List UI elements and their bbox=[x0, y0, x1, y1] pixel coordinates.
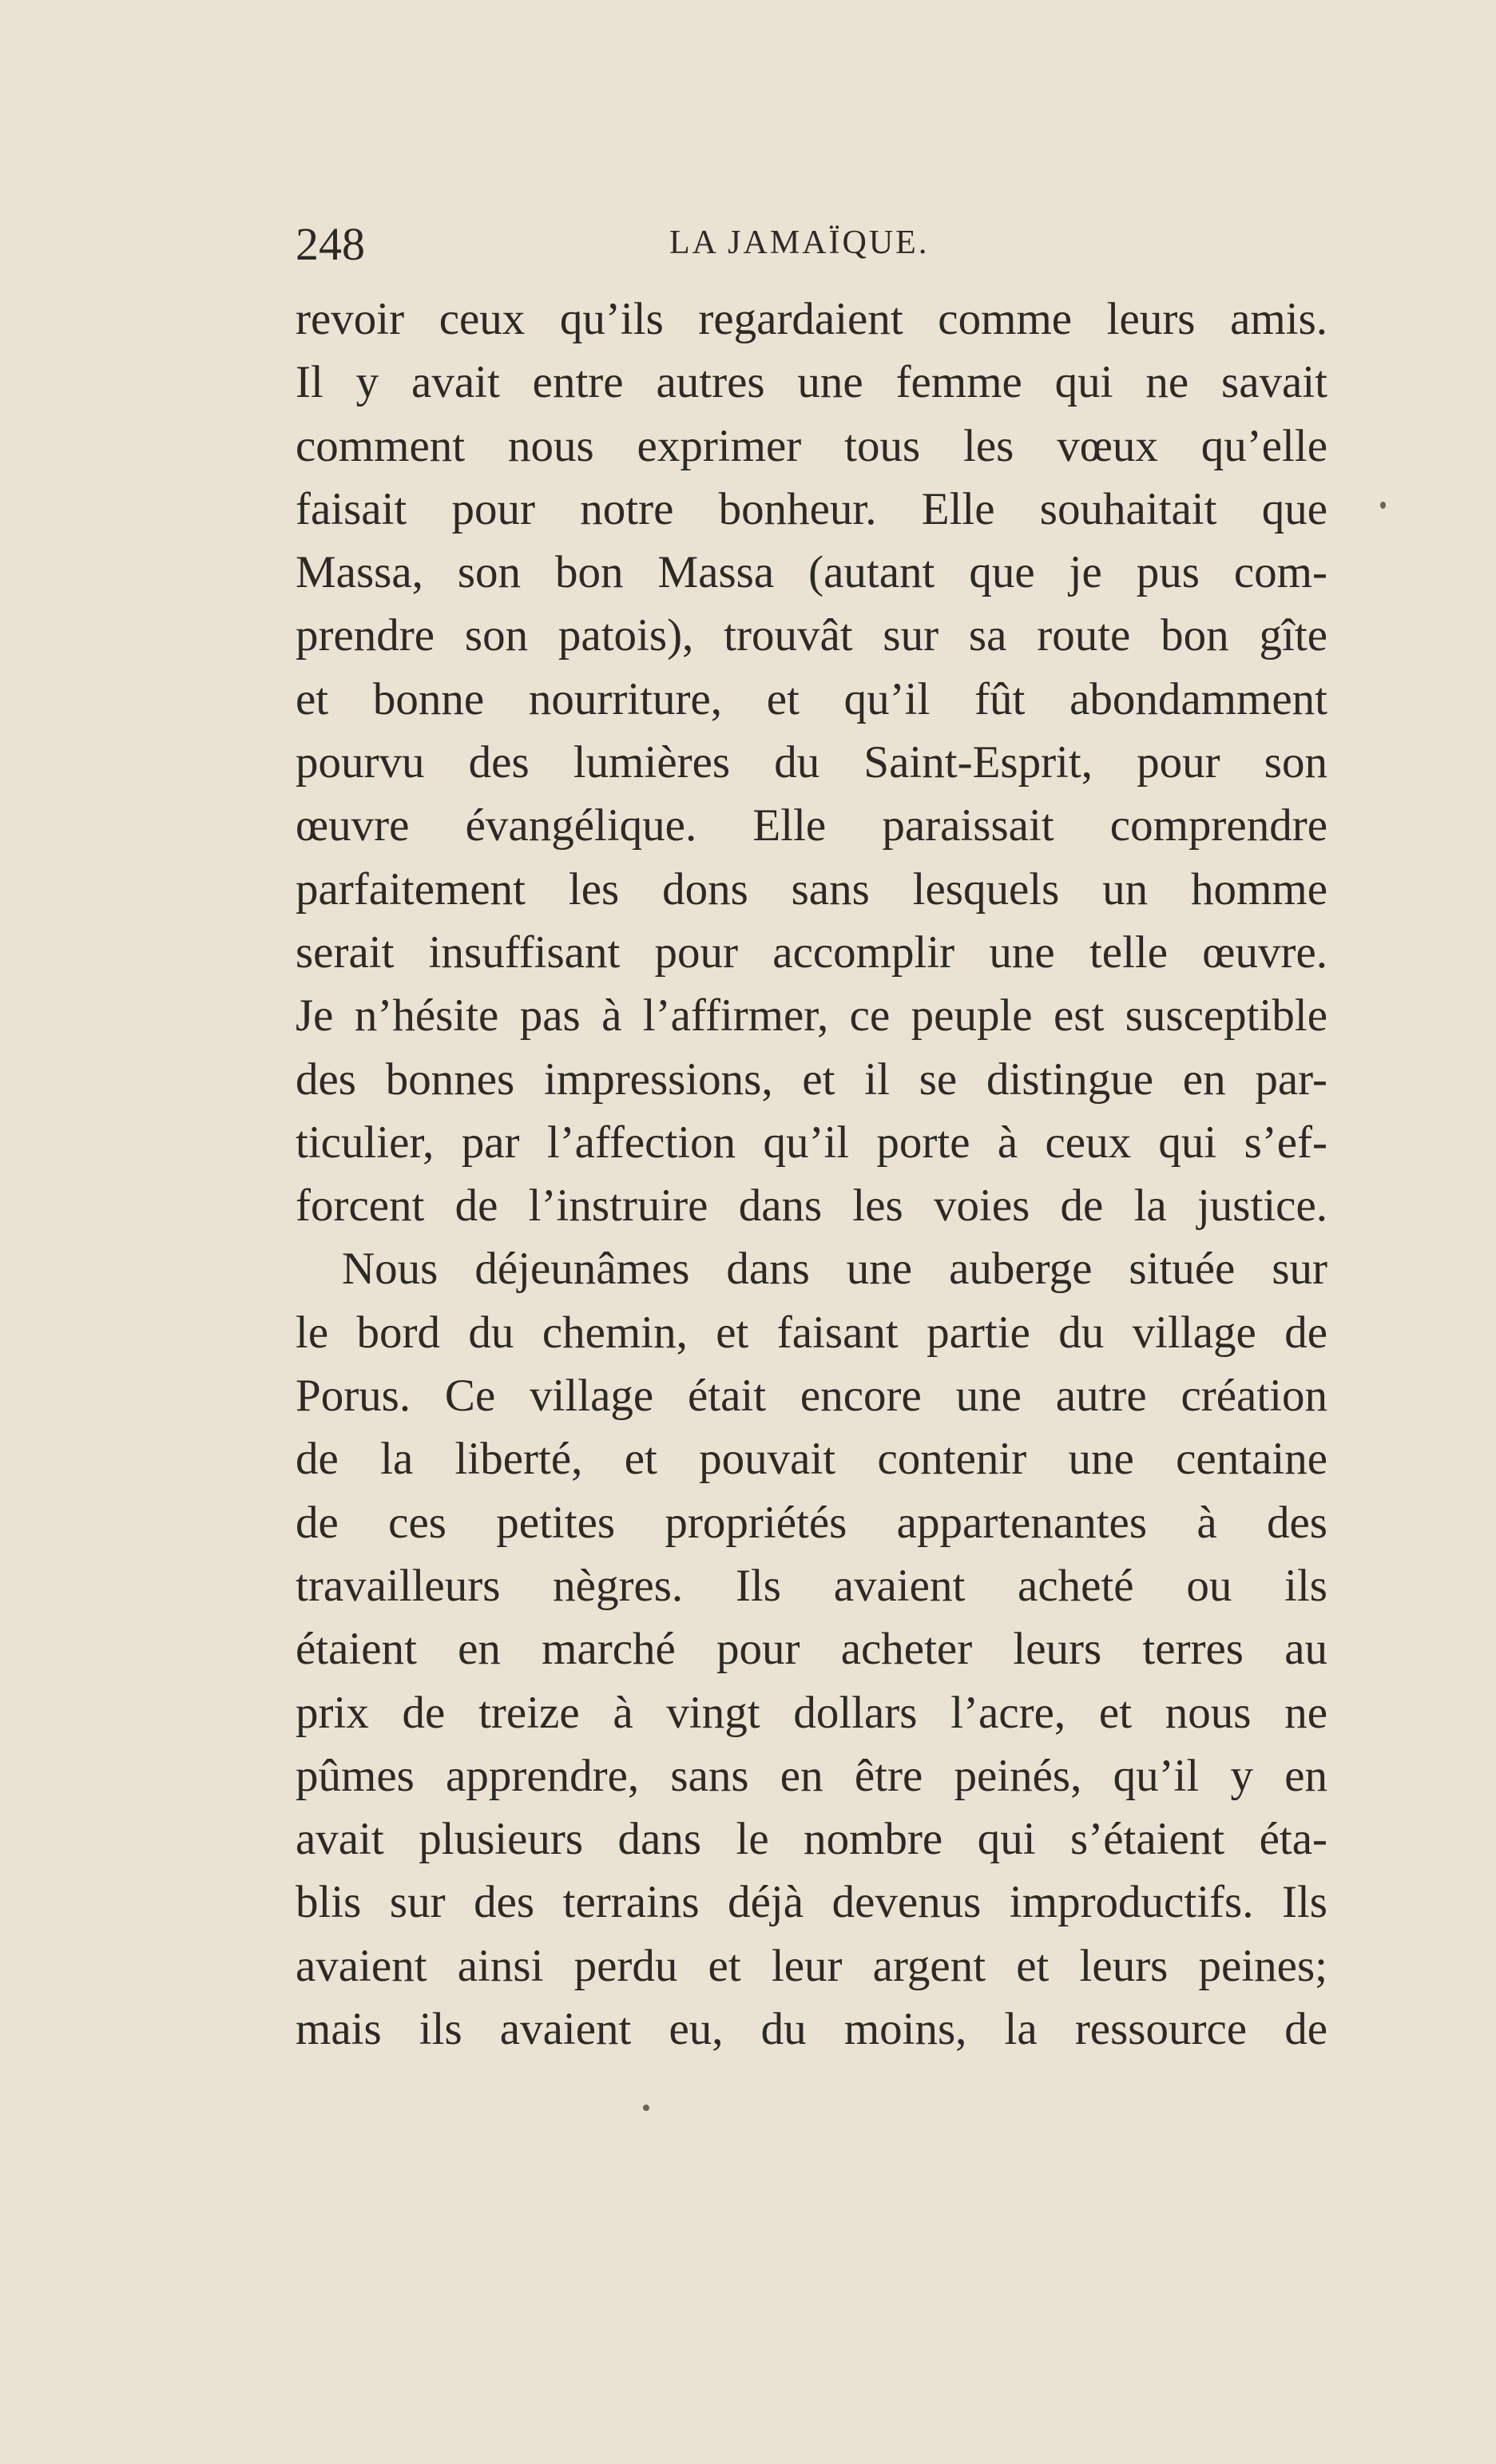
body-text bbox=[296, 288, 1327, 2061]
text-line: pourvu des lumières du Saint-Esprit, pour son bbox=[296, 737, 1327, 788]
text-line: Je n’hésite pas à l’affirmer, ce peuple est susceptible bbox=[296, 990, 1327, 1042]
text-line: Il y avait entre autres une femme qui ne savait bbox=[296, 357, 1327, 408]
text-line: revoir ceux qu’ils regardaient comme leurs amis. bbox=[296, 294, 1327, 344]
text-line: le bord du chemin, et faisant partie du village de bbox=[296, 1307, 1327, 1358]
text-line: prix de treize à vingt dollars l’acre, et nous ne bbox=[296, 1687, 1327, 1738]
page-number: 248 bbox=[296, 218, 365, 270]
text-line: travailleurs nègres. Ils avaient acheté ou ils bbox=[296, 1560, 1327, 1611]
paper-speck bbox=[1380, 502, 1386, 509]
text-line: serait insuffisant pour accomplir une telle œuvre. bbox=[296, 926, 1327, 978]
text-line: blis sur des terrains déjà devenus improductifs. Ils bbox=[296, 1877, 1327, 1928]
text-line: Porus. Ce village était encore une autre création bbox=[296, 1371, 1327, 1422]
text-line: faisait pour notre bonheur. Elle souhaitait que bbox=[296, 483, 1327, 534]
text-line: ticulier, par l’affection qu’il porte à ceux qui s’ef- bbox=[296, 1117, 1327, 1168]
text-line: Nous déjeunâmes dans une auberge située sur bbox=[342, 1244, 1327, 1295]
text-line: comment nous exprimer tous les vœux qu’elle bbox=[296, 420, 1327, 471]
paper-speck bbox=[643, 2105, 649, 2111]
text-line: avaient ainsi perdu et leur argent et leurs peines; bbox=[296, 1940, 1327, 1991]
text-line: de la liberté, et pouvait contenir une centaine bbox=[296, 1434, 1327, 1485]
text-line: prendre son patois), trouvât sur sa route bon gîte bbox=[296, 610, 1327, 661]
text-line: œuvre évangélique. Elle paraissait comprendre bbox=[296, 800, 1327, 851]
text-line: Massa, son bon Massa (autant que je pus com- bbox=[296, 547, 1327, 598]
text-line: parfaitement les dons sans lesquels un homme bbox=[296, 863, 1327, 915]
text-line: étaient en marché pour acheter leurs terres au bbox=[296, 1624, 1327, 1675]
text-line: de ces petites propriétés appartenantes à des bbox=[296, 1497, 1327, 1548]
text-line: et bonne nourriture, et qu’il fût abondamment bbox=[296, 673, 1327, 724]
running-title: LA JAMAÏQUE. bbox=[669, 224, 930, 261]
running-header bbox=[296, 217, 1327, 273]
text-line: des bonnes impressions, et il se distingue en par- bbox=[296, 1053, 1327, 1105]
text-line: mais ils avaient eu, du moins, la ressource de bbox=[296, 2004, 1327, 2055]
text-line: forcent de l’instruire dans les voies de la justice. bbox=[296, 1180, 1327, 1232]
text-line: pûmes apprendre, sans en être peinés, qu’il y en bbox=[296, 1750, 1327, 1801]
text-line: avait plusieurs dans le nombre qui s’étaient éta- bbox=[296, 1814, 1327, 1865]
